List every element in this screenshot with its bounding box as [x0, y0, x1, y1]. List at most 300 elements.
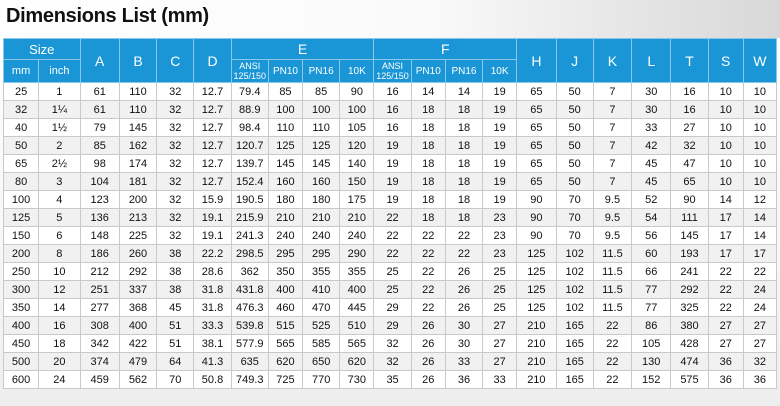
table-cell: 18 [445, 155, 482, 173]
page-title: Dimensions List (mm) [6, 5, 209, 27]
header-e-10k: 10K [340, 60, 374, 83]
table-cell: 749.3 [231, 371, 268, 389]
table-cell: 210 [517, 317, 556, 335]
table-cell: 22 [593, 317, 631, 335]
table-cell: 300 [4, 281, 39, 299]
table-cell: 14 [411, 83, 445, 101]
table-cell: 337 [119, 281, 156, 299]
table-cell: 210 [517, 371, 556, 389]
table-cell: 277 [80, 299, 119, 317]
table-cell: 7 [593, 83, 631, 101]
table-cell: 104 [80, 173, 119, 191]
table-cell: 380 [671, 317, 708, 335]
table-cell: 56 [632, 227, 671, 245]
table-cell: 292 [671, 281, 708, 299]
table-cell: 32 [157, 83, 194, 101]
table-cell: 295 [268, 245, 302, 263]
table-cell: 20 [39, 353, 80, 371]
table-cell: 18 [445, 191, 482, 209]
table-cell: 210 [517, 335, 556, 353]
table-cell: 17 [708, 245, 743, 263]
table-cell: 17 [708, 209, 743, 227]
header-inch: inch [39, 60, 80, 83]
table-cell: 525 [303, 317, 340, 335]
table-cell: 65 [517, 101, 556, 119]
table-cell: 11.5 [593, 299, 631, 317]
table-cell: 12.7 [194, 119, 231, 137]
table-cell: 52 [632, 191, 671, 209]
table-cell: 19 [374, 173, 411, 191]
table-cell: 539.8 [231, 317, 268, 335]
table-cell: 19 [483, 101, 517, 119]
table-cell: 16 [374, 119, 411, 137]
table-cell: 18 [411, 137, 445, 155]
header-size: Size [4, 39, 81, 60]
table-cell: 29 [374, 317, 411, 335]
table-cell: 12.7 [194, 155, 231, 173]
table-cell: 30 [445, 335, 482, 353]
table-cell: 45 [632, 155, 671, 173]
table-cell: 50 [556, 173, 593, 191]
table-cell: 27 [743, 335, 776, 353]
table-cell: 422 [119, 335, 156, 353]
table-cell: 180 [303, 191, 340, 209]
table-cell: 105 [632, 335, 671, 353]
table-cell: 65 [517, 83, 556, 101]
table-cell: 24 [39, 371, 80, 389]
table-cell: 32 [157, 227, 194, 245]
table-cell: 620 [340, 353, 374, 371]
table-cell: 22 [593, 335, 631, 353]
table-cell: 350 [268, 263, 302, 281]
table-cell: 10 [743, 101, 776, 119]
table-cell: 31.8 [194, 299, 231, 317]
table-cell: 42 [632, 137, 671, 155]
table-cell: 26 [445, 281, 482, 299]
table-cell: 125 [517, 245, 556, 263]
table-cell: 11.5 [593, 281, 631, 299]
table-row [4, 353, 777, 371]
table-cell: 18 [39, 335, 80, 353]
table-cell: 18 [411, 155, 445, 173]
table-cell: 45 [157, 299, 194, 317]
table-cell: 186 [80, 245, 119, 263]
header-t: T [671, 39, 708, 83]
table-cell: 25 [374, 263, 411, 281]
header-j: J [556, 39, 593, 83]
table-cell: 85 [303, 83, 340, 101]
header-k: K [593, 39, 631, 83]
table-cell: 10 [708, 137, 743, 155]
table-row [4, 317, 777, 335]
table-cell: 19 [483, 119, 517, 137]
table-cell: 29 [374, 299, 411, 317]
table-cell: 50 [4, 137, 39, 155]
table-cell: 123 [80, 191, 119, 209]
table-cell: 165 [556, 353, 593, 371]
table-cell: 565 [268, 335, 302, 353]
table-cell: 32 [157, 119, 194, 137]
dimensions-table [3, 38, 777, 389]
table-cell: 725 [268, 371, 302, 389]
table-cell: 50 [556, 83, 593, 101]
table-cell: 290 [340, 245, 374, 263]
table-cell: 23 [483, 209, 517, 227]
header-a: A [80, 39, 119, 83]
table-cell: 38.1 [194, 335, 231, 353]
header-w: W [743, 39, 776, 83]
table-cell: 210 [517, 353, 556, 371]
table-cell: 24 [743, 299, 776, 317]
table-cell: 33 [445, 353, 482, 371]
table-cell: 22 [708, 299, 743, 317]
header-f-pn10: PN10 [411, 60, 445, 83]
table-cell: 240 [340, 227, 374, 245]
table-cell: 500 [4, 353, 39, 371]
table-cell: 110 [119, 101, 156, 119]
table-cell: 145 [303, 155, 340, 173]
table-cell: 22 [708, 281, 743, 299]
table-cell: 26 [411, 353, 445, 371]
table-cell: 18 [445, 119, 482, 137]
table-cell: 136 [80, 209, 119, 227]
table-cell: 125 [517, 299, 556, 317]
table-cell: 30 [632, 83, 671, 101]
table-cell: 70 [157, 371, 194, 389]
table-cell: 400 [4, 317, 39, 335]
table-cell: 32 [671, 137, 708, 155]
table-cell: 32 [157, 155, 194, 173]
table-cell: 650 [303, 353, 340, 371]
table-cell: 102 [556, 263, 593, 281]
table-cell: 515 [268, 317, 302, 335]
table-cell: 70 [556, 191, 593, 209]
table-cell: 100 [268, 101, 302, 119]
table-cell: 14 [743, 209, 776, 227]
table-cell: 100 [4, 191, 39, 209]
table-cell: 100 [303, 101, 340, 119]
table-cell: 215.9 [231, 209, 268, 227]
table-cell: 7 [593, 173, 631, 191]
table-cell: 24 [743, 281, 776, 299]
table-cell: 32 [374, 335, 411, 353]
table-cell: 80 [4, 173, 39, 191]
table-cell: 7 [593, 155, 631, 173]
table-row [4, 281, 777, 299]
table-cell: 1½ [39, 119, 80, 137]
header-f-pn16: PN16 [445, 60, 482, 83]
table-cell: 400 [340, 281, 374, 299]
table-cell: 65 [517, 155, 556, 173]
table-cell: 110 [119, 83, 156, 101]
table-cell: 36 [743, 371, 776, 389]
table-cell: 12.7 [194, 101, 231, 119]
table-cell: 27 [708, 335, 743, 353]
table-cell: 600 [4, 371, 39, 389]
table-cell: 28.6 [194, 263, 231, 281]
table-cell: 36 [445, 371, 482, 389]
table-cell: 635 [231, 353, 268, 371]
table-cell: 10 [708, 83, 743, 101]
table-cell: 50 [556, 155, 593, 173]
table-cell: 98.4 [231, 119, 268, 137]
table-cell: 145 [671, 227, 708, 245]
table-cell: 18 [411, 119, 445, 137]
header-d: D [194, 39, 231, 83]
table-cell: 120.7 [231, 137, 268, 155]
table-cell: 9.5 [593, 209, 631, 227]
table-cell: 50.8 [194, 371, 231, 389]
table-cell: 50 [556, 137, 593, 155]
table-cell: 210 [268, 209, 302, 227]
table-cell: 19 [374, 191, 411, 209]
table-cell: 585 [303, 335, 340, 353]
header-e-pn10: PN10 [268, 60, 302, 83]
table-cell: 10 [743, 173, 776, 191]
table-row [4, 101, 777, 119]
table-cell: 51 [157, 335, 194, 353]
table-cell: 575 [671, 371, 708, 389]
table-cell: 22 [411, 299, 445, 317]
table-cell: 26 [445, 263, 482, 281]
table-cell: 374 [80, 353, 119, 371]
table-cell: 200 [4, 245, 39, 263]
table-cell: 65 [517, 173, 556, 191]
table-cell: 54 [632, 209, 671, 227]
table-cell: 25 [4, 83, 39, 101]
table-cell: 165 [556, 335, 593, 353]
table-cell: 400 [268, 281, 302, 299]
table-cell: 100 [340, 101, 374, 119]
table-cell: 225 [119, 227, 156, 245]
table-cell: 32 [374, 353, 411, 371]
table-cell: 12.7 [194, 83, 231, 101]
table-cell: 2½ [39, 155, 80, 173]
table-cell: 27 [708, 317, 743, 335]
table-row [4, 137, 777, 155]
table-row [4, 119, 777, 137]
table-cell: 45 [632, 173, 671, 191]
table-cell: 120 [340, 137, 374, 155]
table-cell: 7 [593, 119, 631, 137]
table-cell: 368 [119, 299, 156, 317]
table-cell: 445 [340, 299, 374, 317]
table-cell: 22 [445, 227, 482, 245]
table-cell: 165 [556, 371, 593, 389]
table-cell: 479 [119, 353, 156, 371]
table-cell: 125 [517, 263, 556, 281]
table-cell: 90 [340, 83, 374, 101]
table-cell: 10 [708, 101, 743, 119]
table-cell: 41.3 [194, 353, 231, 371]
table-cell: 730 [340, 371, 374, 389]
table-cell: 212 [80, 263, 119, 281]
header-f-ansi: ANSI 125/150 [374, 60, 411, 83]
table-cell: 50 [556, 101, 593, 119]
table-cell: 32 [4, 101, 39, 119]
table-cell: 27 [483, 335, 517, 353]
table-cell: 61 [80, 83, 119, 101]
table-row [4, 227, 777, 245]
table-cell: 562 [119, 371, 156, 389]
table-cell: 33 [483, 371, 517, 389]
table-cell: 459 [80, 371, 119, 389]
table-cell: 145 [119, 119, 156, 137]
table-cell: 362 [231, 263, 268, 281]
table-cell: 19 [483, 137, 517, 155]
table-cell: 25 [483, 299, 517, 317]
table-cell: 32 [157, 137, 194, 155]
table-cell: 36 [708, 371, 743, 389]
table-row [4, 83, 777, 101]
table-cell: 32 [157, 173, 194, 191]
table-cell: 22 [411, 263, 445, 281]
table-cell: 26 [411, 335, 445, 353]
table-cell: 125 [268, 137, 302, 155]
table-cell: 19 [483, 191, 517, 209]
table-cell: 19 [374, 137, 411, 155]
table-cell: 19 [483, 155, 517, 173]
table-cell: 18 [411, 209, 445, 227]
table-cell: 102 [556, 281, 593, 299]
table-cell: 10 [708, 119, 743, 137]
table-cell: 14 [743, 227, 776, 245]
header-s: S [708, 39, 743, 83]
header-e-ansi: ANSI 125/150 [231, 60, 268, 83]
table-cell: 14 [445, 83, 482, 101]
table-cell: 90 [517, 191, 556, 209]
table-cell: 26 [445, 299, 482, 317]
table-cell: 32 [157, 101, 194, 119]
header-c: C [157, 39, 194, 83]
table-cell: 16 [374, 83, 411, 101]
table-cell: 2 [39, 137, 80, 155]
table-cell: 251 [80, 281, 119, 299]
table-row [4, 299, 777, 317]
table-row [4, 173, 777, 191]
table-cell: 342 [80, 335, 119, 353]
table-cell: 16 [671, 101, 708, 119]
table-cell: 125 [4, 209, 39, 227]
header-e-pn16: PN16 [303, 60, 340, 83]
table-cell: 70 [556, 227, 593, 245]
table-cell: 12.7 [194, 137, 231, 155]
table-cell: 26 [411, 317, 445, 335]
table-cell: 240 [303, 227, 340, 245]
table-cell: 400 [119, 317, 156, 335]
table-cell: 70 [556, 209, 593, 227]
table-cell: 79 [80, 119, 119, 137]
table-cell: 10 [743, 83, 776, 101]
table-cell: 350 [4, 299, 39, 317]
table-cell: 770 [303, 371, 340, 389]
table-cell: 61 [80, 101, 119, 119]
table-cell: 18 [411, 173, 445, 191]
table-cell: 22 [411, 281, 445, 299]
table-cell: 10 [743, 155, 776, 173]
table-cell: 6 [39, 227, 80, 245]
table-cell: 11.5 [593, 245, 631, 263]
table-cell: 180 [268, 191, 302, 209]
table-cell: 19.1 [194, 227, 231, 245]
table-cell: 174 [119, 155, 156, 173]
table-cell: 102 [556, 245, 593, 263]
table-cell: 102 [556, 299, 593, 317]
header-f-10k: 10K [483, 60, 517, 83]
table-cell: 160 [303, 173, 340, 191]
table-cell: 355 [303, 263, 340, 281]
table-cell: 9.5 [593, 227, 631, 245]
table-cell: 148 [80, 227, 119, 245]
table-row [4, 245, 777, 263]
table-cell: 47 [671, 155, 708, 173]
header-l: L [632, 39, 671, 83]
table-cell: 65 [517, 137, 556, 155]
table-cell: 210 [340, 209, 374, 227]
table-cell: 325 [671, 299, 708, 317]
table-cell: 14 [708, 191, 743, 209]
table-cell: 19.1 [194, 209, 231, 227]
table-cell: 130 [632, 353, 671, 371]
table-cell: 90 [671, 191, 708, 209]
table-cell: 90 [517, 209, 556, 227]
table-cell: 4 [39, 191, 80, 209]
table-cell: 18 [411, 101, 445, 119]
table-cell: 18 [445, 101, 482, 119]
table-cell: 25 [374, 281, 411, 299]
table-cell: 60 [632, 245, 671, 263]
table-cell: 88.9 [231, 101, 268, 119]
table-cell: 431.8 [231, 281, 268, 299]
table-cell: 152 [632, 371, 671, 389]
table-cell: 298.5 [231, 245, 268, 263]
table-cell: 85 [80, 137, 119, 155]
table-cell: 16 [671, 83, 708, 101]
table-cell: 23 [483, 227, 517, 245]
table-cell: 22 [374, 209, 411, 227]
table-cell: 1¼ [39, 101, 80, 119]
table-cell: 65 [4, 155, 39, 173]
table-cell: 25 [483, 263, 517, 281]
table-cell: 33.3 [194, 317, 231, 335]
header-h: H [517, 39, 556, 83]
table-cell: 38 [157, 245, 194, 263]
table-cell: 240 [268, 227, 302, 245]
table-cell: 10 [708, 173, 743, 191]
table-cell: 18 [411, 191, 445, 209]
table-cell: 460 [268, 299, 302, 317]
table-cell: 22 [374, 245, 411, 263]
table-cell: 18 [445, 209, 482, 227]
table-cell: 27 [483, 353, 517, 371]
table-cell: 51 [157, 317, 194, 335]
table-cell: 25 [483, 281, 517, 299]
table-cell: 11.5 [593, 263, 631, 281]
table-cell: 510 [340, 317, 374, 335]
table-cell: 470 [303, 299, 340, 317]
table-cell: 77 [632, 299, 671, 317]
header-f: F [374, 39, 517, 60]
table-cell: 64 [157, 353, 194, 371]
table-cell: 90 [517, 227, 556, 245]
table-cell: 165 [556, 317, 593, 335]
table-cell: 1 [39, 83, 80, 101]
table-cell: 476.3 [231, 299, 268, 317]
table-cell: 22.2 [194, 245, 231, 263]
table-cell: 241 [671, 263, 708, 281]
table-cell: 30 [445, 317, 482, 335]
table-cell: 22 [593, 353, 631, 371]
